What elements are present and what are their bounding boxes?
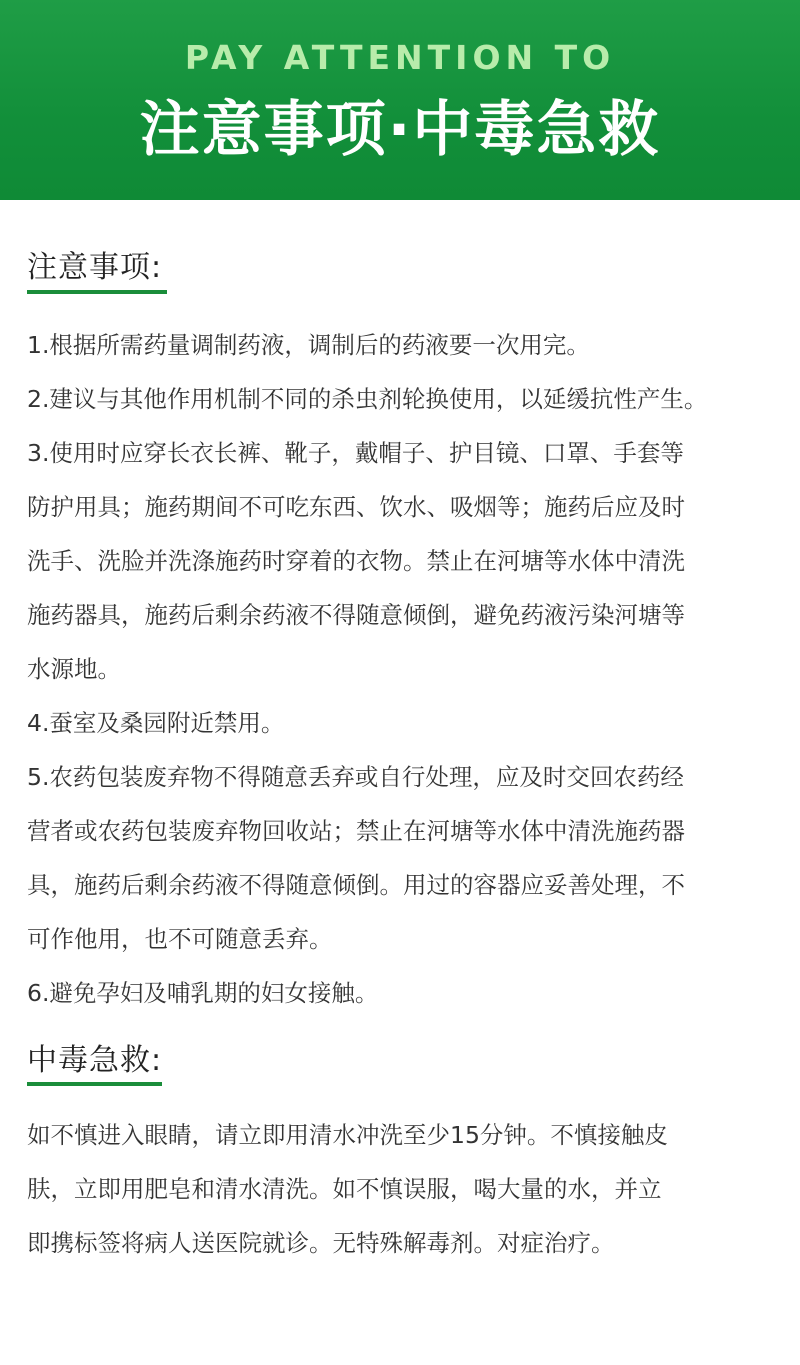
precaution-line: 2.建议与其他作用机制不同的杀虫剂轮换使用，以延缓抗性产生。 xyxy=(27,385,708,413)
precaution-line: 1.根据所需药量调制药液，调制后的药液要一次用完。 xyxy=(27,331,590,359)
precautions-underline xyxy=(27,290,167,294)
precaution-line: 3.使用时应穿长衣长裤、靴子，戴帽子、护目镜、口罩、手套等 xyxy=(27,439,684,467)
precaution-line: 5.农药包装废弃物不得随意丢弃或自行处理，应及时交回农药经 xyxy=(27,763,684,791)
first-aid-line: 肤，立即用肥皂和清水清洗。如不慎误服，喝大量的水，并立 xyxy=(27,1175,662,1203)
precaution-line: 具，施药后剩余药液不得随意倾倒。用过的容器应妥善处理，不 xyxy=(27,871,685,899)
banner-chinese-title: 注意事项·中毒急救 xyxy=(139,95,661,165)
precaution-line: 防护用具；施药期间不可吃东西、饮水、吸烟等；施药后应及时 xyxy=(27,493,685,521)
first-aid-heading: 中毒急救: xyxy=(27,1043,163,1078)
header-banner xyxy=(0,0,800,200)
first-aid-line: 即携标签将病人送医院就诊。无特殊解毒剂。对症治疗。 xyxy=(27,1229,615,1257)
precautions-list xyxy=(27,318,779,1020)
first-aid-text xyxy=(27,1108,779,1270)
precaution-line: 洗手、洗脸并洗涤施药时穿着的衣物。禁止在河塘等水体中清洗 xyxy=(27,547,685,575)
banner-english-title: PAY ATTENTION TO xyxy=(184,38,616,77)
precautions-heading: 注意事项: xyxy=(27,250,163,285)
first-aid-underline xyxy=(27,1082,162,1086)
first-aid-line: 如不慎进入眼睛，请立即用清水冲洗至少15分钟。不慎接触皮 xyxy=(27,1121,668,1149)
precaution-line: 水源地。 xyxy=(27,655,121,683)
precaution-line: 6.避免孕妇及哺乳期的妇女接触。 xyxy=(27,979,379,1007)
precaution-line: 可作他用，也不可随意丢弃。 xyxy=(27,925,333,953)
precaution-line: 施药器具，施药后剩余药液不得随意倾倒，避免药液污染河塘等 xyxy=(27,601,685,629)
precaution-line: 4.蚕室及桑园附近禁用。 xyxy=(27,709,285,737)
precaution-line: 营者或农药包装废弃物回收站；禁止在河塘等水体中清洗施药器 xyxy=(27,817,685,845)
